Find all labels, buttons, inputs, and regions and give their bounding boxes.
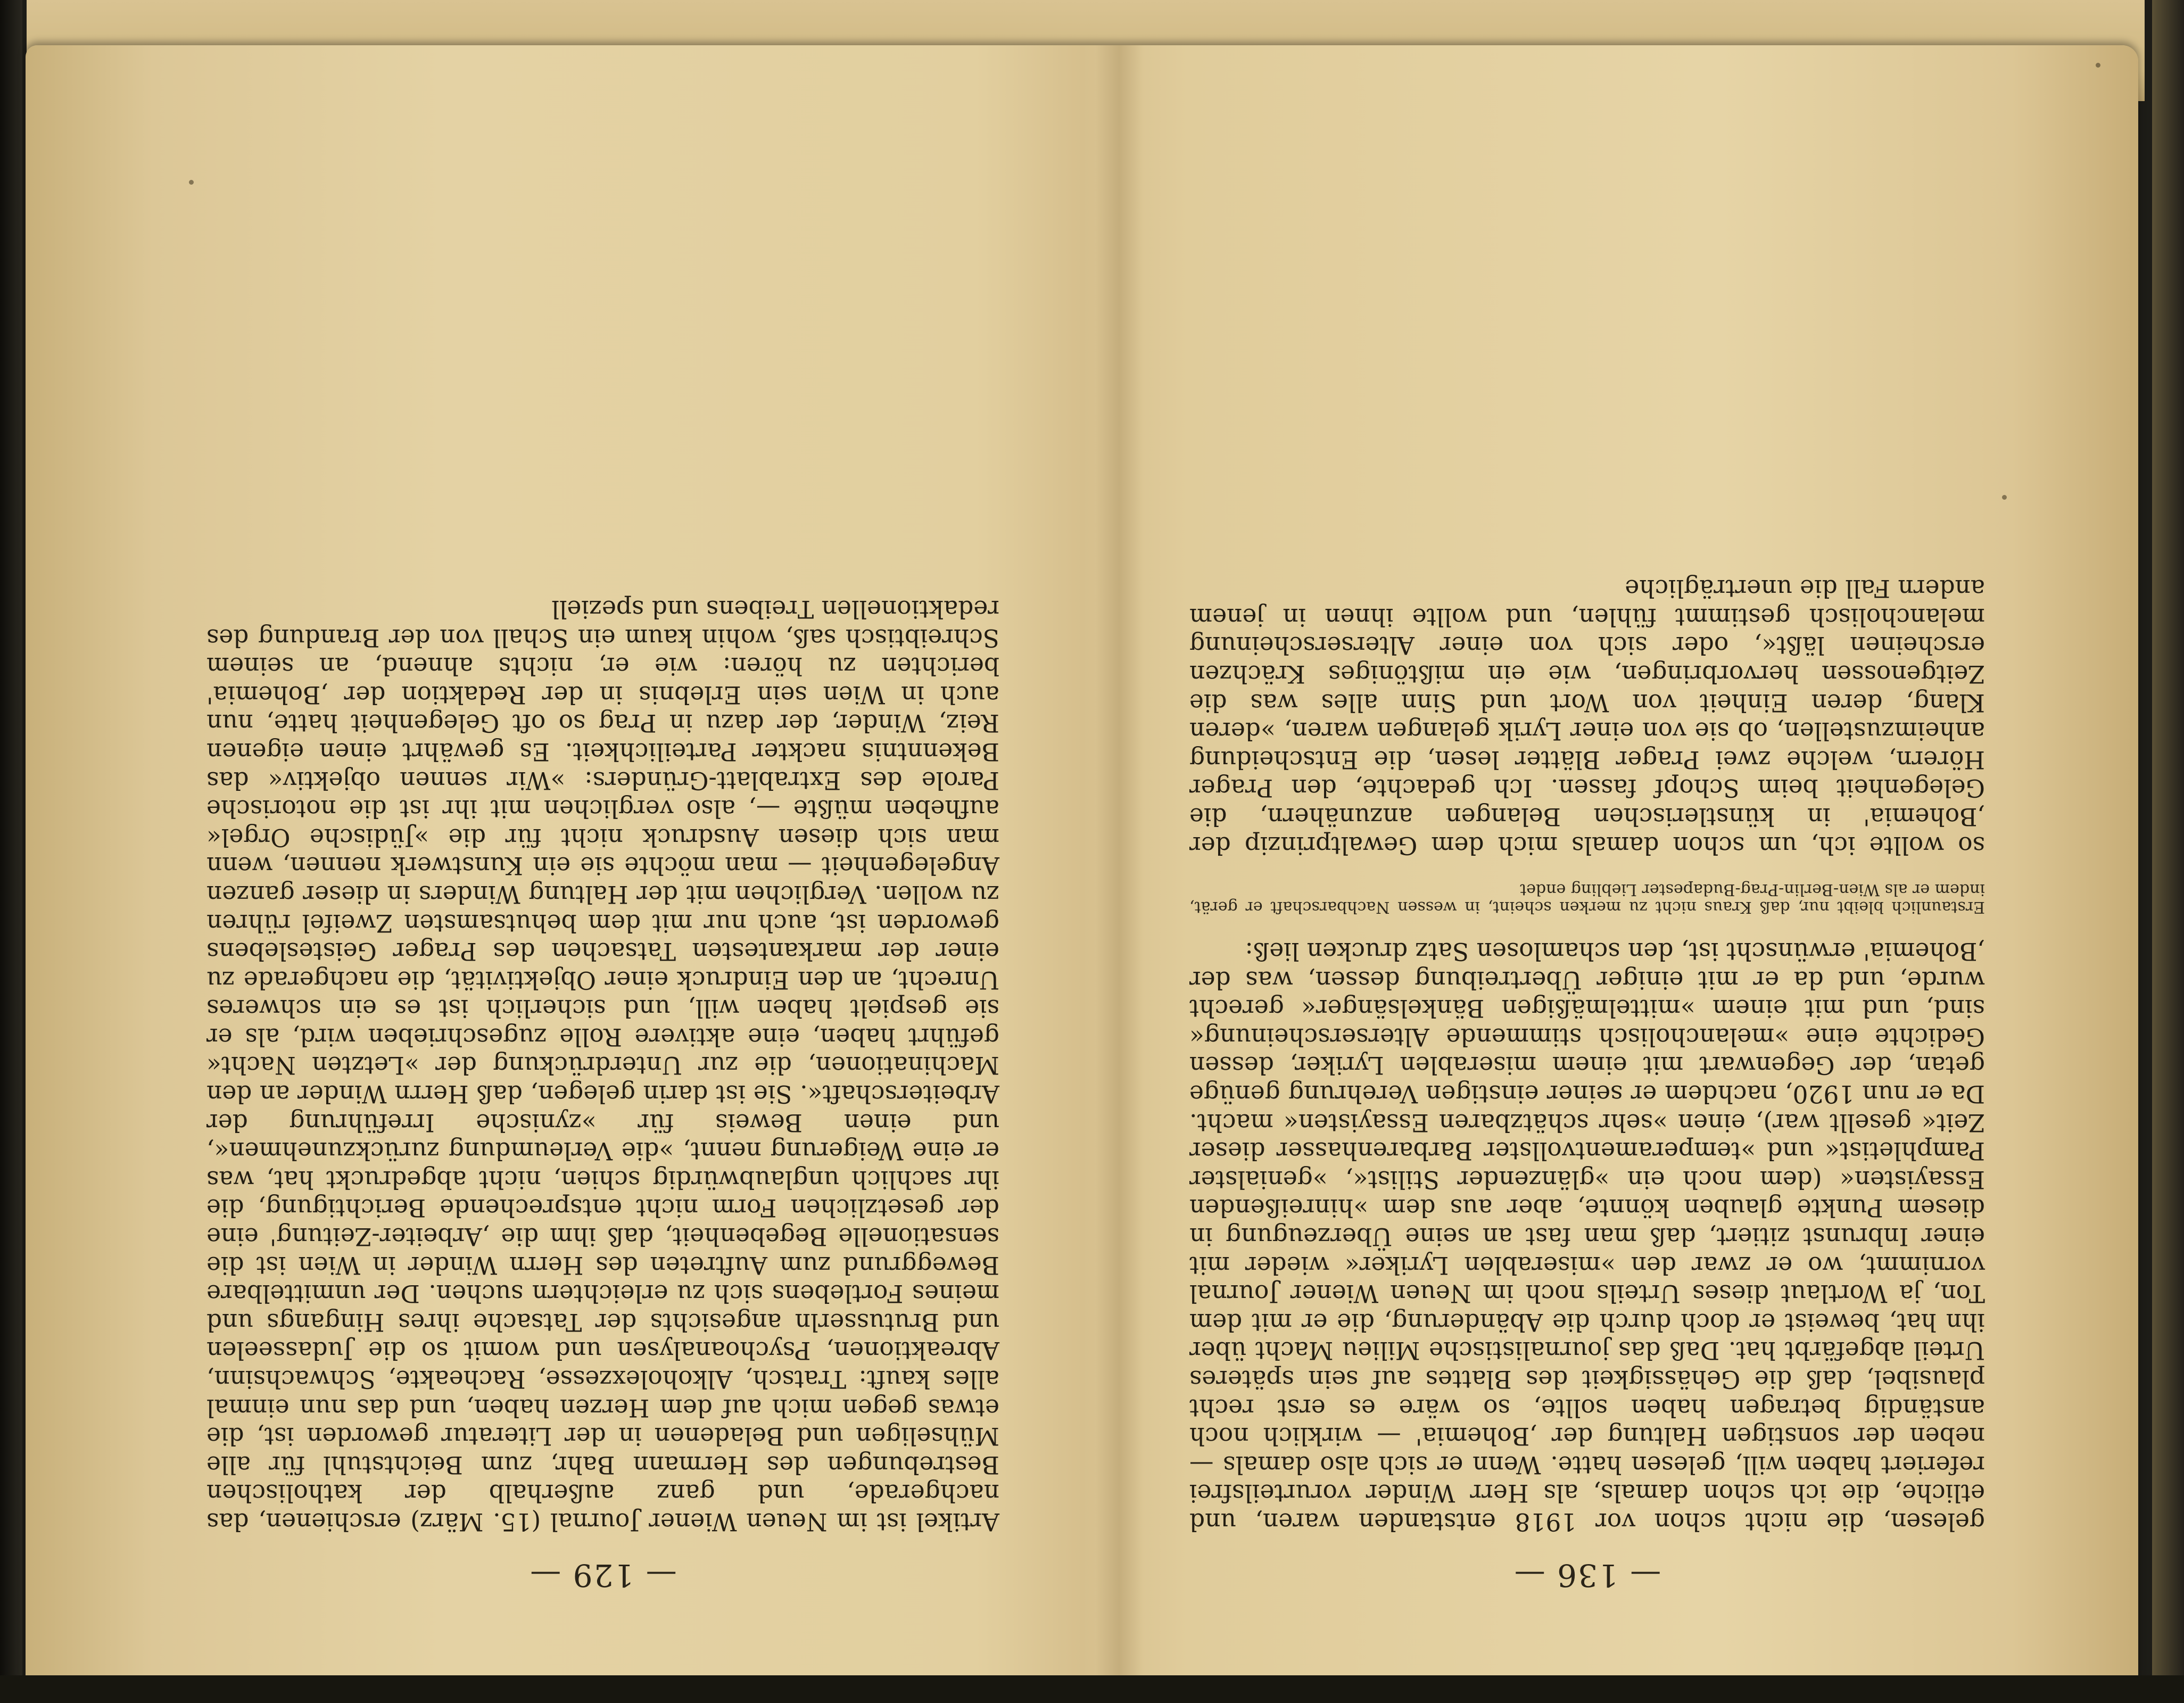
paper-speck <box>2096 63 2100 68</box>
right-page-footnote: Erstaunlich bleibt nur, daß Kraus nicht zu merken scheint, in wessen Nachbarschaft er gerät, indem er als Wien-Berlin-Prag-Budapester Liebling endet <box>1189 880 1985 916</box>
book-cover-edge-right <box>2152 0 2184 1703</box>
right-page-number: — 136 — <box>1513 1557 1661 1593</box>
book-gutter <box>1095 45 1143 1682</box>
right-page-body <box>1189 574 1985 1536</box>
scanner-edge-left <box>0 0 22 1703</box>
right-page <box>1189 234 1985 1597</box>
scanner-edge-bottom <box>0 1675 2184 1703</box>
left-page-number: — 129 — <box>529 1557 677 1593</box>
left-page <box>206 234 999 1597</box>
right-page-paragraph: gelesen, die nicht schon vor 1918 entstanden waren, und etliche, die ich schon damals, als Herr Winder vorurteilsfrei referiert haben will, gelesen hatte. Wenn er sich also damals — neben der sonstigen Haltung der ‚Bohemia' — wirklich noch anständig betragen haben sollte, so wäre es erst recht plausibel, daß die Gehässigkeit des Blattes auf sein späteres Urteil abgefärbt hat. Daß das journalistische Milieu Macht über ihn hat, beweist er doch durch die Abänderung, die er mit dem Ton, ja Wortlaut dieses Urteils noch im Neuen Wiener Journal vornimmt, wo er zwar den »miserablen Lyriker« wieder mit einer Inbrunst zitiert, daß man fast an seine Überzeugung in diesem Punkte glauben könnte, aber aus dem »hinreißenden Essayisten« (dem noch ein »glänzender Stilist«, »genialster Pamphletist« und »temperamentvollster Barbarenhasser dieser Zeit« gesellt war), einen »sehr schätzbaren Essayisten« macht. Da er nun 1920, nachdem er seiner einstigen Verehrung genüge getan, der Gegenwart mit einem miserablen Lyriker, dessen Gedichte eine »melancholisch stimmende Alterserscheinung« sind, und mit einem »mittelmäßigen Bänkelsänger« gerecht wurde, und da er mit einiger Übertreibung dessen, was der ‚Bohemia' erwünscht ist, den schamlosen Satz drucken ließ: <box>1189 937 1985 1536</box>
left-page-body <box>206 594 999 1536</box>
footnote-spacer-after <box>1189 859 1985 881</box>
paper-speck <box>189 180 194 185</box>
paper-speck <box>2002 495 2007 500</box>
footnote-spacer <box>1189 916 1985 937</box>
left-page-paragraph: Artikel ist im Neuen Wiener Journal (15. März) erschienen, das nachgerade, und ganz außerhalb der katholischen Bestrebungen des Hermann Bahr, zum Beichtstuhl für alle Mühseligen und Beladenen in der Literatur geworden ist, die etwas gegen mich auf dem Herzen haben, und das nun einmal alles kauft: Tratsch, Alkoholexzesse, Racheakte, Schwachsinn, Abreaktionen, Psychoanalysen und womit so die Judasseelen und Brutusserln angesichts der Tatsache ihres Hingangs und meines Fortlebens sich zu erleichtern suchen. Der unmittelbare Beweggrund zum Auftreten des Herrn Winder in Wien ist die sensationelle Begebenheit, daß ihm die ‚Arbeiter-Zeitung' eine der gesetzlichen Form nicht entsprechende Berichtigung, die ihr sachlich unglaubwürdig schien, nicht abgedruckt hat, was er eine Weigerung nennt, »die Verleumdung zurückzunehmen«, und einen Beweis für »zynische Irreführung der Arbeiterschaft«. Sie ist darin gelegen, daß Herrn Winder an den Machinationen, die zur Unterdrückung der »Letzten Nacht« geführt haben, eine aktivere Rolle zugeschrieben wird, als er sie gespielt haben will, und sicherlich ist es ein schweres Unrecht, an den Eindruck einer Objektivität, die nachgerade zu einer der markantesten Tatsachen des Prager Geisteslebens geworden ist, auch nur mit dem behutsamsten Zweifel rühren zu wollen. Verglichen mit der Haltung Winders in dieser ganzen Angelegenheit — man möchte sie ein Kunstwerk nennen, wenn man sich diesen Ausdruck nicht für die »Jüdische Orgel« aufheben müßte —, also verglichen mit ihr ist die notorische Parole des Extrablatt-Gründers: »Wir sennen objektiv« das Bekenntnis nackter Parteilichkeit. Es gewährt einen eigenen Reiz, Winder, der dazu in Prag so oft Gelegenheit hatte, nun auch in Wien sein Erlebnis in der Redaktion der ‚Bohemia' berichten zu hören: wie er, nichts ahnend, an seinem Schreibtisch saß, wohin kaum ein Schall von der Brandung des redaktionellen Treibens und speziell <box>206 595 999 1536</box>
right-page-paragraph-continued: so wollte ich, um schon damals mich dem Gewaltprinzip der ‚Bohemia' in künstlerischen Belangen anzunähern, die Gelegenheit beim Schopf fassen. Ich gedachte, den Prager Hörern, welche zwei Prager Blätter lesen, die Entscheidung anheimzustellen, ob sie von einer Lyrik gelangen waren, »deren Klang, deren Einheit von Wort und Sinn alles was die Zeitgenossen hervorbringen, wie ein mißtöniges Krächzen erscheinen läßt«, oder sich von einer Alterserscheinung melancholisch gestimmt fühlen, und wollte ihnen in jenem andern Fall die unerträgliche <box>1189 574 1985 859</box>
